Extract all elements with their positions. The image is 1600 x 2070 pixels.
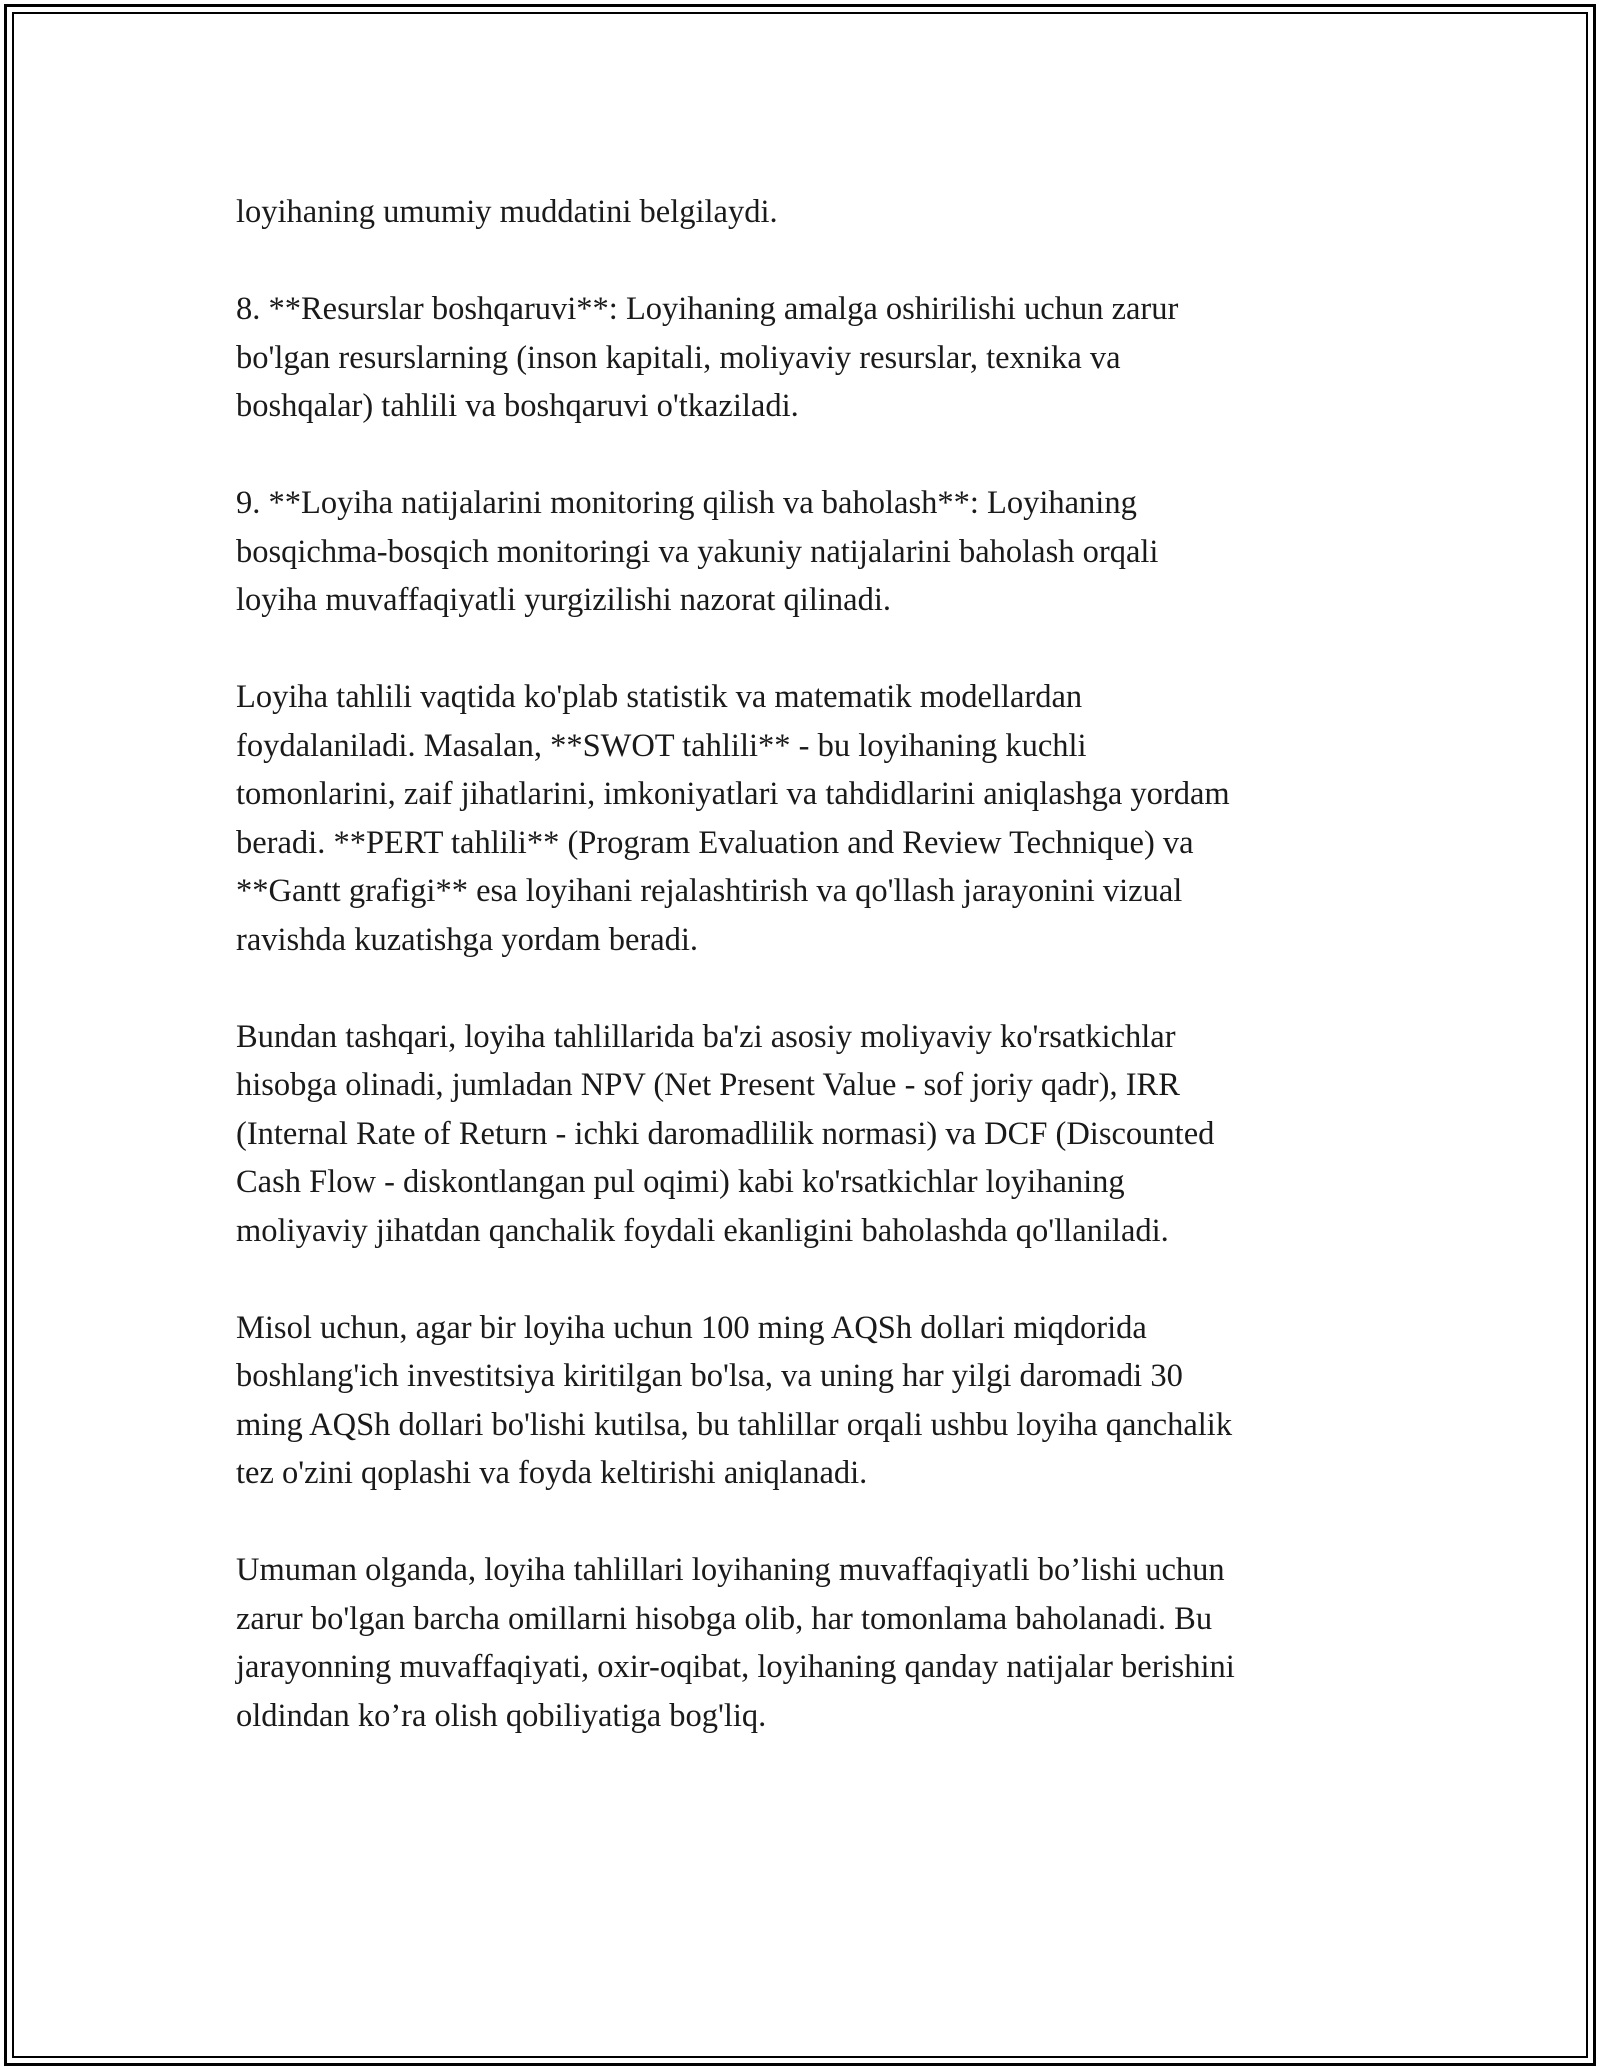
text-line: oldindan ko’ra olish qobiliyatiga bog'liq. [236,1697,767,1734]
text-line: hisobga olinadi, jumladan NPV (Net Present Value - sof joriy qadr), IRR [236,1067,1180,1103]
text-line: boshlang'ich investitsiya kiritilgan bo'lsa, va uning har yilgi daromadi 30 [236,1358,1183,1394]
text-line: ravishda kuzatishga yordam beradi. [236,921,699,958]
text-line: bosqichma-bosqich monitoringi va yakuniy natijalarini baholash orqali [236,533,1159,570]
text-line: 8. **Resurslar boshqaruvi**: Loyihaning amalga oshirilishi uchun zarur [236,291,1179,327]
text-line: loyiha muvaffaqiyatli yurgizilishi nazorat qilinadi. [236,582,891,618]
document-body [236,188,1366,1789]
paragraph-item-8-resources [236,285,1366,431]
text-line: foydalaniladi. Masalan, **SWOT tahlili** - bu loyihaning kuchli [236,727,1087,764]
text-line: **Gantt grafigi** esa loyihani rejalashtirish va qo'llash jarayonini vizual [236,873,1183,909]
text-line: jarayonning muvaffaqiyati, oxir-oqibat, loyihaning qanday natijalar berishini [236,1649,1235,1685]
text-line: tomonlarini, zaif jihatlarini, imkoniyatlari va tahdidlarini aniqlashga yordam [236,776,1230,812]
paragraph-financial-indicators [236,1013,1366,1256]
text-line: Cash Flow - diskontlangan pul oqimi) kabi ko'rsatkichlar loyihaning [236,1164,1125,1200]
text-line: Umuman olganda, loyiha tahlillari loyihaning muvaffaqiyatli bo’lishi uchun [236,1552,1225,1588]
text-line: (Internal Rate of Return - ichki daromadlilik normasi) va DCF (Discounted [236,1115,1215,1152]
paragraph-models [236,673,1366,964]
text-line: bo'lgan resurslarning (inson kapitali, moliyaviy resurslar, texnika va [236,339,1121,376]
text-line: loyihaning umumiy muddatini belgilaydi. [236,194,778,230]
text-line: moliyaviy jihatdan qanchalik foydali ekanligini baholashda qo'llaniladi. [236,1212,1169,1249]
text-line: Misol uchun, agar bir loyiha uchun 100 ming AQSh dollari miqdorida [236,1309,1147,1346]
text-line: ming AQSh dollari bo'lishi kutilsa, bu tahlillar orqali ushbu loyiha qanchalik [236,1406,1233,1443]
text-line: Loyiha tahlili vaqtida ko'plab statistik va matematik modellardan [236,679,1083,715]
text-line: 9. **Loyiha natijalarini monitoring qilish va baholash**: Loyihaning [236,485,1137,521]
paragraph-intro-continuation [236,188,1366,237]
text-line: Bundan tashqari, loyiha tahlillarida ba'zi asosiy moliyaviy ko'rsatkichlar [236,1018,1176,1055]
paragraph-item-9-monitoring [236,479,1366,625]
paragraph-example [236,1304,1366,1498]
text-line: boshqalar) tahlili va boshqaruvi o'tkaziladi. [236,388,799,424]
text-line: tez o'zini qoplashi va foyda keltirishi aniqlanadi. [236,1455,868,1491]
paragraph-conclusion [236,1546,1366,1740]
text-line: zarur bo'lgan barcha omillarni hisobga olib, har tomonlama baholanadi. Bu [236,1600,1213,1637]
text-line: beradi. **PERT tahlili** (Program Evaluation and Review Technique) va [236,824,1194,861]
